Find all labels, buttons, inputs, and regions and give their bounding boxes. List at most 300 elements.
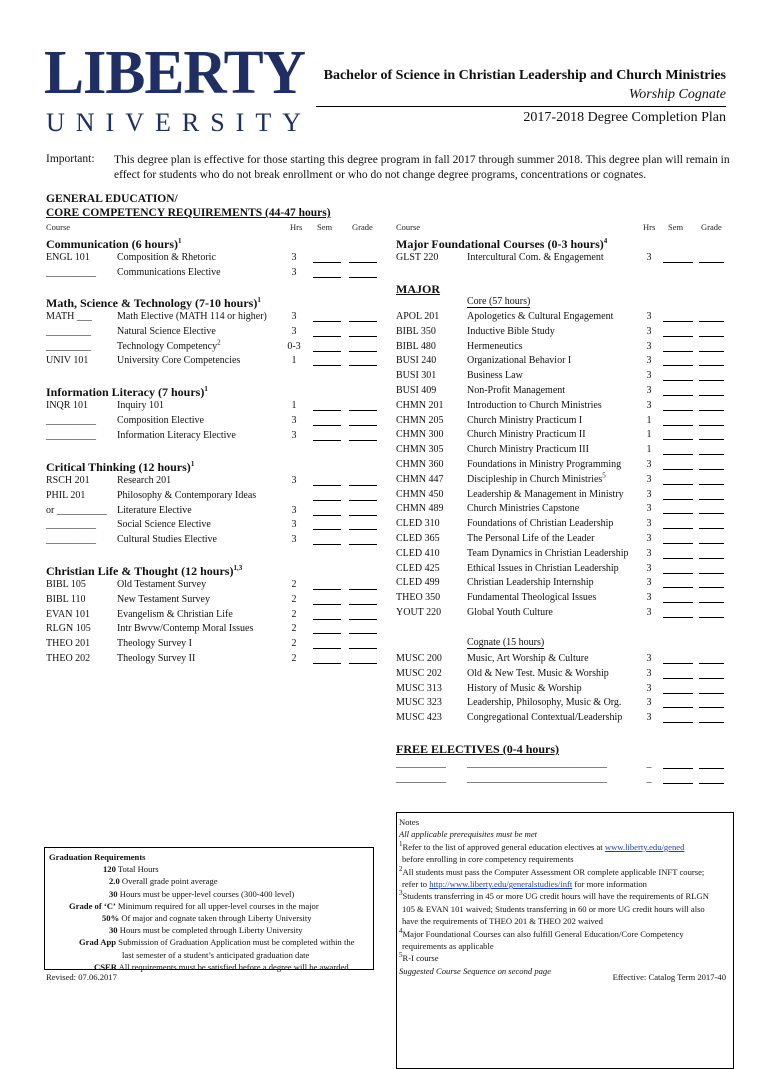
course-title: Theology Survey II xyxy=(117,653,196,664)
course-code: __________ xyxy=(396,758,446,769)
course-hours: 3 xyxy=(646,547,652,559)
course-title: Leadership & Management in Ministry xyxy=(467,488,624,500)
semester-blank[interactable] xyxy=(313,325,341,337)
grade-blank[interactable] xyxy=(699,414,724,426)
grade-blank[interactable] xyxy=(349,622,377,634)
grade-blank[interactable] xyxy=(349,578,377,590)
course-row xyxy=(46,429,376,443)
grade-blank[interactable] xyxy=(699,443,724,455)
grade-blank[interactable] xyxy=(349,608,377,620)
course-hours: 3 xyxy=(646,562,652,574)
course-hours: 1 xyxy=(646,429,652,441)
course-row xyxy=(46,414,376,428)
grade-blank[interactable] xyxy=(699,757,724,769)
note-2-cont: refer to http://www.liberty.edu/generalstudies/inft for more information xyxy=(402,879,647,890)
course-hours: 3 xyxy=(291,475,297,486)
course-title: Literature Elective xyxy=(117,504,192,516)
course-row xyxy=(396,325,728,339)
grade-blank[interactable] xyxy=(349,414,377,426)
course-title: Church Ministries Capstone xyxy=(467,503,580,515)
course-code: BUSI 240 xyxy=(396,355,437,367)
course-row xyxy=(396,399,728,413)
course-row xyxy=(396,532,728,546)
semester-blank[interactable] xyxy=(663,667,693,679)
course-hours: 1 xyxy=(646,414,652,426)
course-hours: _ xyxy=(646,772,652,784)
liberty-logo-wordmark: LIBERTY xyxy=(44,37,305,107)
semester-blank[interactable] xyxy=(313,652,341,664)
course-title: Inquiry 101 xyxy=(117,400,164,411)
semester-blank[interactable] xyxy=(313,251,341,263)
col-sem-left: Sem xyxy=(317,222,333,232)
note-4: $^4$Major Foundational Courses can also fulfill General Education/Core Competency xyxy=(399,926,684,939)
course-hours: 3 xyxy=(646,667,652,679)
course-title: Information Literacy Elective xyxy=(117,429,236,441)
semester-blank[interactable] xyxy=(663,606,693,618)
degree-title: Bachelor of Science in Christian Leadership and Church Ministries xyxy=(323,68,726,83)
course-hours: 3 xyxy=(646,697,652,709)
important-label: Important: xyxy=(46,153,95,165)
semester-blank[interactable] xyxy=(663,473,693,485)
course-code: RLGN 105 xyxy=(46,623,91,635)
major-foundational-heading: Major Foundational Courses (0-3 hours)$^4$ xyxy=(396,237,608,251)
course-hours: 3 xyxy=(646,533,652,544)
course-row xyxy=(46,622,376,636)
semester-blank[interactable] xyxy=(313,489,341,501)
course-title: Business Law xyxy=(467,370,523,382)
course-hours: 2 xyxy=(291,638,297,650)
grade-blank[interactable] xyxy=(699,488,724,500)
course-row xyxy=(46,593,376,607)
grade-blank[interactable] xyxy=(699,591,724,603)
grade-blank[interactable] xyxy=(349,474,377,486)
semester-blank[interactable] xyxy=(313,608,341,620)
semester-blank[interactable] xyxy=(313,578,341,590)
note-5: $^5$R-I course xyxy=(399,951,439,964)
grade-blank[interactable] xyxy=(699,384,724,396)
grad-req-gpa: 2.0 Overall grade point average xyxy=(109,876,218,887)
course-hours: 3 xyxy=(291,534,297,546)
grade-blank[interactable] xyxy=(699,428,724,440)
course-code: CHMN 205 xyxy=(396,414,444,426)
grade-blank[interactable] xyxy=(699,711,724,723)
note-3-cont: 105 & EVAN 101 waived; Students transferring in 60 or more UG credit hours will also xyxy=(402,903,705,914)
course-row xyxy=(396,340,728,354)
course-code: CHMN 489 xyxy=(396,503,444,515)
course-title: Non-Profit Management xyxy=(467,385,566,396)
notes-box xyxy=(396,812,734,1069)
course-row xyxy=(396,310,728,324)
course-row xyxy=(46,608,376,622)
course-code: or __________ xyxy=(46,504,107,516)
grade-blank[interactable] xyxy=(349,489,377,501)
course-title: Church Ministry Practicum I xyxy=(467,414,583,426)
course-row xyxy=(396,488,728,502)
col-hrs-right: Hrs xyxy=(643,222,656,232)
course-row xyxy=(396,473,728,487)
course-code: __________ xyxy=(46,534,96,546)
semester-blank[interactable] xyxy=(663,502,693,514)
course-row xyxy=(46,354,376,368)
semester-blank[interactable] xyxy=(663,458,693,470)
course-code: THEO 202 xyxy=(46,653,91,664)
semester-blank[interactable] xyxy=(663,414,693,426)
grade-blank[interactable] xyxy=(699,369,724,381)
course-code: __________ xyxy=(46,519,96,531)
semester-blank[interactable] xyxy=(663,369,693,381)
grade-blank[interactable] xyxy=(349,251,377,263)
effective-term: Effective: Catalog Term 2017-40 xyxy=(612,972,726,982)
course-code: ENGL 101 xyxy=(46,252,90,263)
col-hrs-left: Hrs xyxy=(290,222,303,232)
course-code: __________ xyxy=(396,772,446,784)
course-row xyxy=(396,576,728,590)
semester-blank[interactable] xyxy=(663,310,693,322)
course-row xyxy=(46,251,376,265)
semester-blank[interactable] xyxy=(313,474,341,486)
semester-blank[interactable] xyxy=(313,340,341,352)
course-title: Old Testament Survey xyxy=(117,579,207,590)
course-hours: 3 xyxy=(291,325,297,337)
grad-req-app: Grad App Submission of Graduation Application must be completed within the xyxy=(79,937,355,948)
grade-blank[interactable] xyxy=(349,266,377,278)
course-title: Intr Bwvw/Contemp Moral Issues xyxy=(117,623,254,635)
semester-blank[interactable] xyxy=(663,340,693,352)
course-hours: 3 xyxy=(646,252,652,263)
course-title: Foundations of Christian Leadership xyxy=(467,518,614,530)
grade-blank[interactable] xyxy=(699,517,724,529)
course-row xyxy=(396,591,728,605)
course-hours: 3 xyxy=(646,577,652,589)
course-code: MUSC 200 xyxy=(396,653,442,664)
semester-blank[interactable] xyxy=(663,547,693,559)
semester-blank[interactable] xyxy=(663,576,693,588)
course-row xyxy=(396,652,728,666)
course-row xyxy=(46,518,376,532)
course-code: BUSI 409 xyxy=(396,385,437,396)
semester-blank[interactable] xyxy=(663,711,693,723)
grade-blank[interactable] xyxy=(699,606,724,618)
grade-blank[interactable] xyxy=(349,429,377,441)
note-2: $^2$All students must pass the Computer Assessment OR complete applicable INFT course; xyxy=(399,864,705,877)
grade-blank[interactable] xyxy=(699,772,724,784)
semester-blank[interactable] xyxy=(313,637,341,649)
grade-blank[interactable] xyxy=(699,399,724,411)
course-title: Team Dynamics in Christian Leadership xyxy=(467,547,629,559)
course-hours: 3 xyxy=(646,325,652,337)
course-title: Technology Competency$^2$ xyxy=(117,338,221,352)
course-code: BIBL 110 xyxy=(46,593,86,605)
major-heading: MAJOR xyxy=(396,282,440,296)
col-grade-right: Grade xyxy=(701,222,722,232)
semester-blank[interactable] xyxy=(663,562,693,574)
course-row xyxy=(396,606,728,620)
course-code: RSCH 201 xyxy=(46,475,90,486)
note-1: $^1$Refer to the list of approved general education electives at www.liberty.edu/gened xyxy=(399,839,685,852)
course-row xyxy=(46,340,376,354)
gened-link[interactable]: www.liberty.edu/gened xyxy=(604,841,685,852)
course-title: Natural Science Elective xyxy=(117,325,216,337)
grade-blank[interactable] xyxy=(349,593,377,605)
course-code: BIBL 350 xyxy=(396,325,436,337)
semester-blank[interactable] xyxy=(663,696,693,708)
course-hours: 3 xyxy=(646,488,652,500)
course-row xyxy=(46,652,376,666)
course-title: Communications Elective xyxy=(117,266,221,278)
course-row xyxy=(396,428,728,442)
semester-blank[interactable] xyxy=(663,443,693,455)
course-code: EVAN 101 xyxy=(46,608,90,620)
grad-req-upper: 30 Hours must be upper-level courses (300-400 level) xyxy=(109,888,295,899)
gen-ed-heading xyxy=(46,192,331,220)
semester-blank[interactable] xyxy=(313,593,341,605)
semester-blank[interactable] xyxy=(313,429,341,441)
grade-blank[interactable] xyxy=(349,652,377,664)
course-title: Philosophy & Contemporary Ideas xyxy=(117,489,257,501)
grad-req-app-cont: last semester of a student’s anticipated graduation date xyxy=(122,949,310,960)
semester-blank[interactable] xyxy=(313,533,341,545)
course-hours: 3 xyxy=(646,459,652,470)
course-title: Global Youth Culture xyxy=(467,607,553,618)
course-title: ____________________________ xyxy=(467,758,607,769)
grade-blank[interactable] xyxy=(699,547,724,559)
grad-req-residency: 30 Hours must be completed through Liberty University xyxy=(109,925,303,936)
course-row xyxy=(46,310,376,324)
course-title: Old & New Test. Music & Worship xyxy=(467,667,609,679)
grad-req-hours: 120 Total Hours xyxy=(103,864,159,875)
course-code: YOUT 220 xyxy=(396,607,442,618)
course-row xyxy=(396,772,728,786)
grade-blank[interactable] xyxy=(699,667,724,679)
grade-blank[interactable] xyxy=(349,533,377,545)
course-hours: 3 xyxy=(291,504,297,516)
grade-blank[interactable] xyxy=(699,696,724,708)
course-code: UNIV 101 xyxy=(46,355,89,367)
semester-blank[interactable] xyxy=(663,532,693,544)
note-4-cont: requirements as applicable xyxy=(402,941,494,952)
semester-blank[interactable] xyxy=(663,682,693,694)
course-title: The Personal Life of the Leader xyxy=(467,533,595,544)
course-row xyxy=(46,504,376,518)
course-row xyxy=(396,562,728,576)
course-code: CHMN 201 xyxy=(396,399,444,411)
course-title: Foundations in Ministry Programming xyxy=(467,459,622,470)
course-sequence-note: Suggested Course Sequence on second page xyxy=(399,965,552,976)
course-code: MUSC 313 xyxy=(396,682,442,694)
grade-blank[interactable] xyxy=(699,325,724,337)
inft-link[interactable]: http://www.liberty.edu/generalstudies/inft xyxy=(429,879,573,890)
grade-blank[interactable] xyxy=(699,251,724,263)
course-code: THEO 350 xyxy=(396,592,441,604)
grade-blank[interactable] xyxy=(349,340,377,352)
course-title: Hermeneutics xyxy=(467,340,523,352)
course-title: Congregational Contextual/Leadership xyxy=(467,712,623,724)
course-row xyxy=(46,266,376,280)
grade-blank[interactable] xyxy=(699,682,724,694)
grade-blank[interactable] xyxy=(349,354,377,366)
revised-date: Revised: 07.06.2017 xyxy=(46,972,117,982)
graduation-requirements-box xyxy=(44,847,374,970)
semester-blank[interactable] xyxy=(313,354,341,366)
course-code: __________ xyxy=(46,414,96,426)
grade-blank[interactable] xyxy=(349,399,377,411)
semester-blank[interactable] xyxy=(313,414,341,426)
course-hours: 3 xyxy=(646,311,652,322)
course-hours: 3 xyxy=(291,429,297,441)
semester-blank[interactable] xyxy=(313,622,341,634)
grad-req-cser: CSER All requirements must be satisfied before a degree will be awarded xyxy=(94,961,349,972)
semester-blank[interactable] xyxy=(663,384,693,396)
note-3: $^3$Students transferring in 45 or more UG credit hours will have the requirements of RLGN xyxy=(399,889,709,902)
course-hours: 3 xyxy=(646,653,652,664)
grade-blank[interactable] xyxy=(699,354,724,366)
grade-blank[interactable] xyxy=(349,637,377,649)
course-title: Christian Leadership Internship xyxy=(467,577,594,589)
course-hours: 3 xyxy=(646,592,652,604)
course-code: INQR 101 xyxy=(46,400,88,411)
course-code: CLED 410 xyxy=(396,547,440,559)
note-1-cont: before enrolling in core competency requirements xyxy=(402,854,574,865)
grade-blank[interactable] xyxy=(349,325,377,337)
course-title: Introduction to Church Ministries xyxy=(467,399,602,411)
course-hours: 3 xyxy=(646,503,652,515)
course-title: Social Science Elective xyxy=(117,519,211,531)
course-code: CLED 310 xyxy=(396,518,440,530)
course-hours: 1 xyxy=(291,400,297,411)
critical-thinking-heading: Critical Thinking (12 hours)$^1$ xyxy=(46,460,195,474)
grade-blank[interactable] xyxy=(699,532,724,544)
course-hours: 3 xyxy=(291,414,297,426)
course-code: CLED 425 xyxy=(396,562,440,574)
course-row xyxy=(46,325,376,339)
col-course-right: Course xyxy=(396,222,421,232)
gen-ed-heading-line2: CORE COMPETENCY REQUIREMENTS (44-47 hours) xyxy=(46,207,331,219)
course-hours: 2 xyxy=(291,608,297,620)
grade-blank[interactable] xyxy=(699,502,724,514)
course-title: Church Ministry Practicum II xyxy=(467,429,586,441)
semester-blank[interactable] xyxy=(313,310,341,322)
plan-title: 2017-2018 Degree Completion Plan xyxy=(523,110,726,125)
course-hours: 0-3 xyxy=(287,340,301,352)
course-row xyxy=(46,578,376,592)
semester-blank[interactable] xyxy=(313,399,341,411)
semester-blank[interactable] xyxy=(663,772,693,784)
course-hours: 1 xyxy=(291,355,297,367)
course-title: Apologetics & Cultural Engagement xyxy=(467,311,614,322)
cognate-label: Cognate (15 hours) xyxy=(467,637,545,648)
course-row xyxy=(46,489,376,503)
course-hours: 3 xyxy=(646,340,652,352)
semester-blank[interactable] xyxy=(663,251,693,263)
semester-blank[interactable] xyxy=(663,399,693,411)
notes-title: Notes xyxy=(399,817,420,827)
grad-req-major: 50% Of major and cognate taken through Liberty University xyxy=(102,913,312,924)
semester-blank[interactable] xyxy=(663,354,693,366)
course-code: CLED 499 xyxy=(396,577,440,589)
course-hours: 3 xyxy=(646,370,652,382)
communication-heading: Communication (6 hours)$^1$ xyxy=(46,237,182,251)
col-sem-right: Sem xyxy=(668,222,684,232)
grade-blank[interactable] xyxy=(699,473,724,485)
course-title: History of Music & Worship xyxy=(467,682,582,694)
course-hours: 2 xyxy=(291,653,297,664)
course-hours: 3 xyxy=(646,385,652,396)
course-row xyxy=(396,547,728,561)
course-row xyxy=(396,502,728,516)
course-title: Cultural Studies Elective xyxy=(117,534,217,546)
course-row xyxy=(396,757,728,771)
note-3-cont2: have the requirements of THEO 201 & THEO 202 waived xyxy=(402,916,603,927)
course-title: Organizational Behavior I xyxy=(467,355,572,367)
semester-blank[interactable] xyxy=(313,504,341,516)
grade-blank[interactable] xyxy=(699,340,724,352)
course-title: Leadership, Philosophy, Music & Org. xyxy=(467,697,622,709)
grade-blank[interactable] xyxy=(349,518,377,530)
grade-blank[interactable] xyxy=(349,504,377,516)
course-hours: 2 xyxy=(291,579,297,590)
course-title: Evangelism & Christian Life xyxy=(117,608,233,620)
cognate-title: Worship Cognate xyxy=(628,87,726,102)
course-code: CHMN 300 xyxy=(396,429,444,441)
course-code: BIBL 105 xyxy=(46,579,86,590)
course-hours: 3 xyxy=(646,518,652,530)
grade-blank[interactable] xyxy=(699,576,724,588)
semester-blank[interactable] xyxy=(663,488,693,500)
course-title: Math Elective (MATH 114 or higher) xyxy=(117,311,267,322)
course-code: CHMN 305 xyxy=(396,444,444,456)
semester-blank[interactable] xyxy=(313,518,341,530)
semester-blank[interactable] xyxy=(663,757,693,769)
christian-life-heading: Christian Life & Thought (12 hours)$^{1,3}$ xyxy=(46,564,243,578)
semester-blank[interactable] xyxy=(313,266,341,278)
course-row xyxy=(396,354,728,368)
grade-blank[interactable] xyxy=(699,310,724,322)
course-title: Music, Art Worship & Culture xyxy=(467,653,589,664)
course-hours: 3 xyxy=(646,607,652,618)
course-code: THEO 201 xyxy=(46,638,91,650)
semester-blank[interactable] xyxy=(663,591,693,603)
semester-blank[interactable] xyxy=(663,652,693,664)
grad-req-title: Graduation Requirements xyxy=(49,852,146,862)
course-code: MUSC 202 xyxy=(396,667,442,679)
grade-blank[interactable] xyxy=(699,562,724,574)
grade-blank[interactable] xyxy=(699,652,724,664)
course-row xyxy=(396,384,728,398)
course-hours: 3 xyxy=(291,266,297,278)
course-hours: 3 xyxy=(291,311,297,322)
grade-blank[interactable] xyxy=(699,458,724,470)
course-hours: 1 xyxy=(646,444,652,456)
notes-prereq: All applicable prerequisites must be met xyxy=(399,829,538,840)
course-code: __________ xyxy=(46,266,96,278)
grade-blank[interactable] xyxy=(349,310,377,322)
course-code: __________ xyxy=(46,429,96,441)
course-row xyxy=(396,696,728,710)
semester-blank[interactable] xyxy=(663,325,693,337)
course-row xyxy=(396,667,728,681)
course-hours: 3 xyxy=(291,252,297,263)
course-code: MUSC 323 xyxy=(396,697,442,709)
course-code: GLST 220 xyxy=(396,252,439,263)
semester-blank[interactable] xyxy=(663,428,693,440)
gen-ed-heading-line1: GENERAL EDUCATION/ xyxy=(46,193,178,205)
course-row xyxy=(396,443,728,457)
course-code: _________ xyxy=(46,340,91,352)
semester-blank[interactable] xyxy=(663,517,693,529)
grad-req-grade: Grade of ‘C’ Minimum required for all upper-level courses in the major xyxy=(69,900,319,911)
course-title: Composition Elective xyxy=(117,414,204,426)
info-literacy-heading: Information Literacy (7 hours)$^1$ xyxy=(46,385,208,399)
